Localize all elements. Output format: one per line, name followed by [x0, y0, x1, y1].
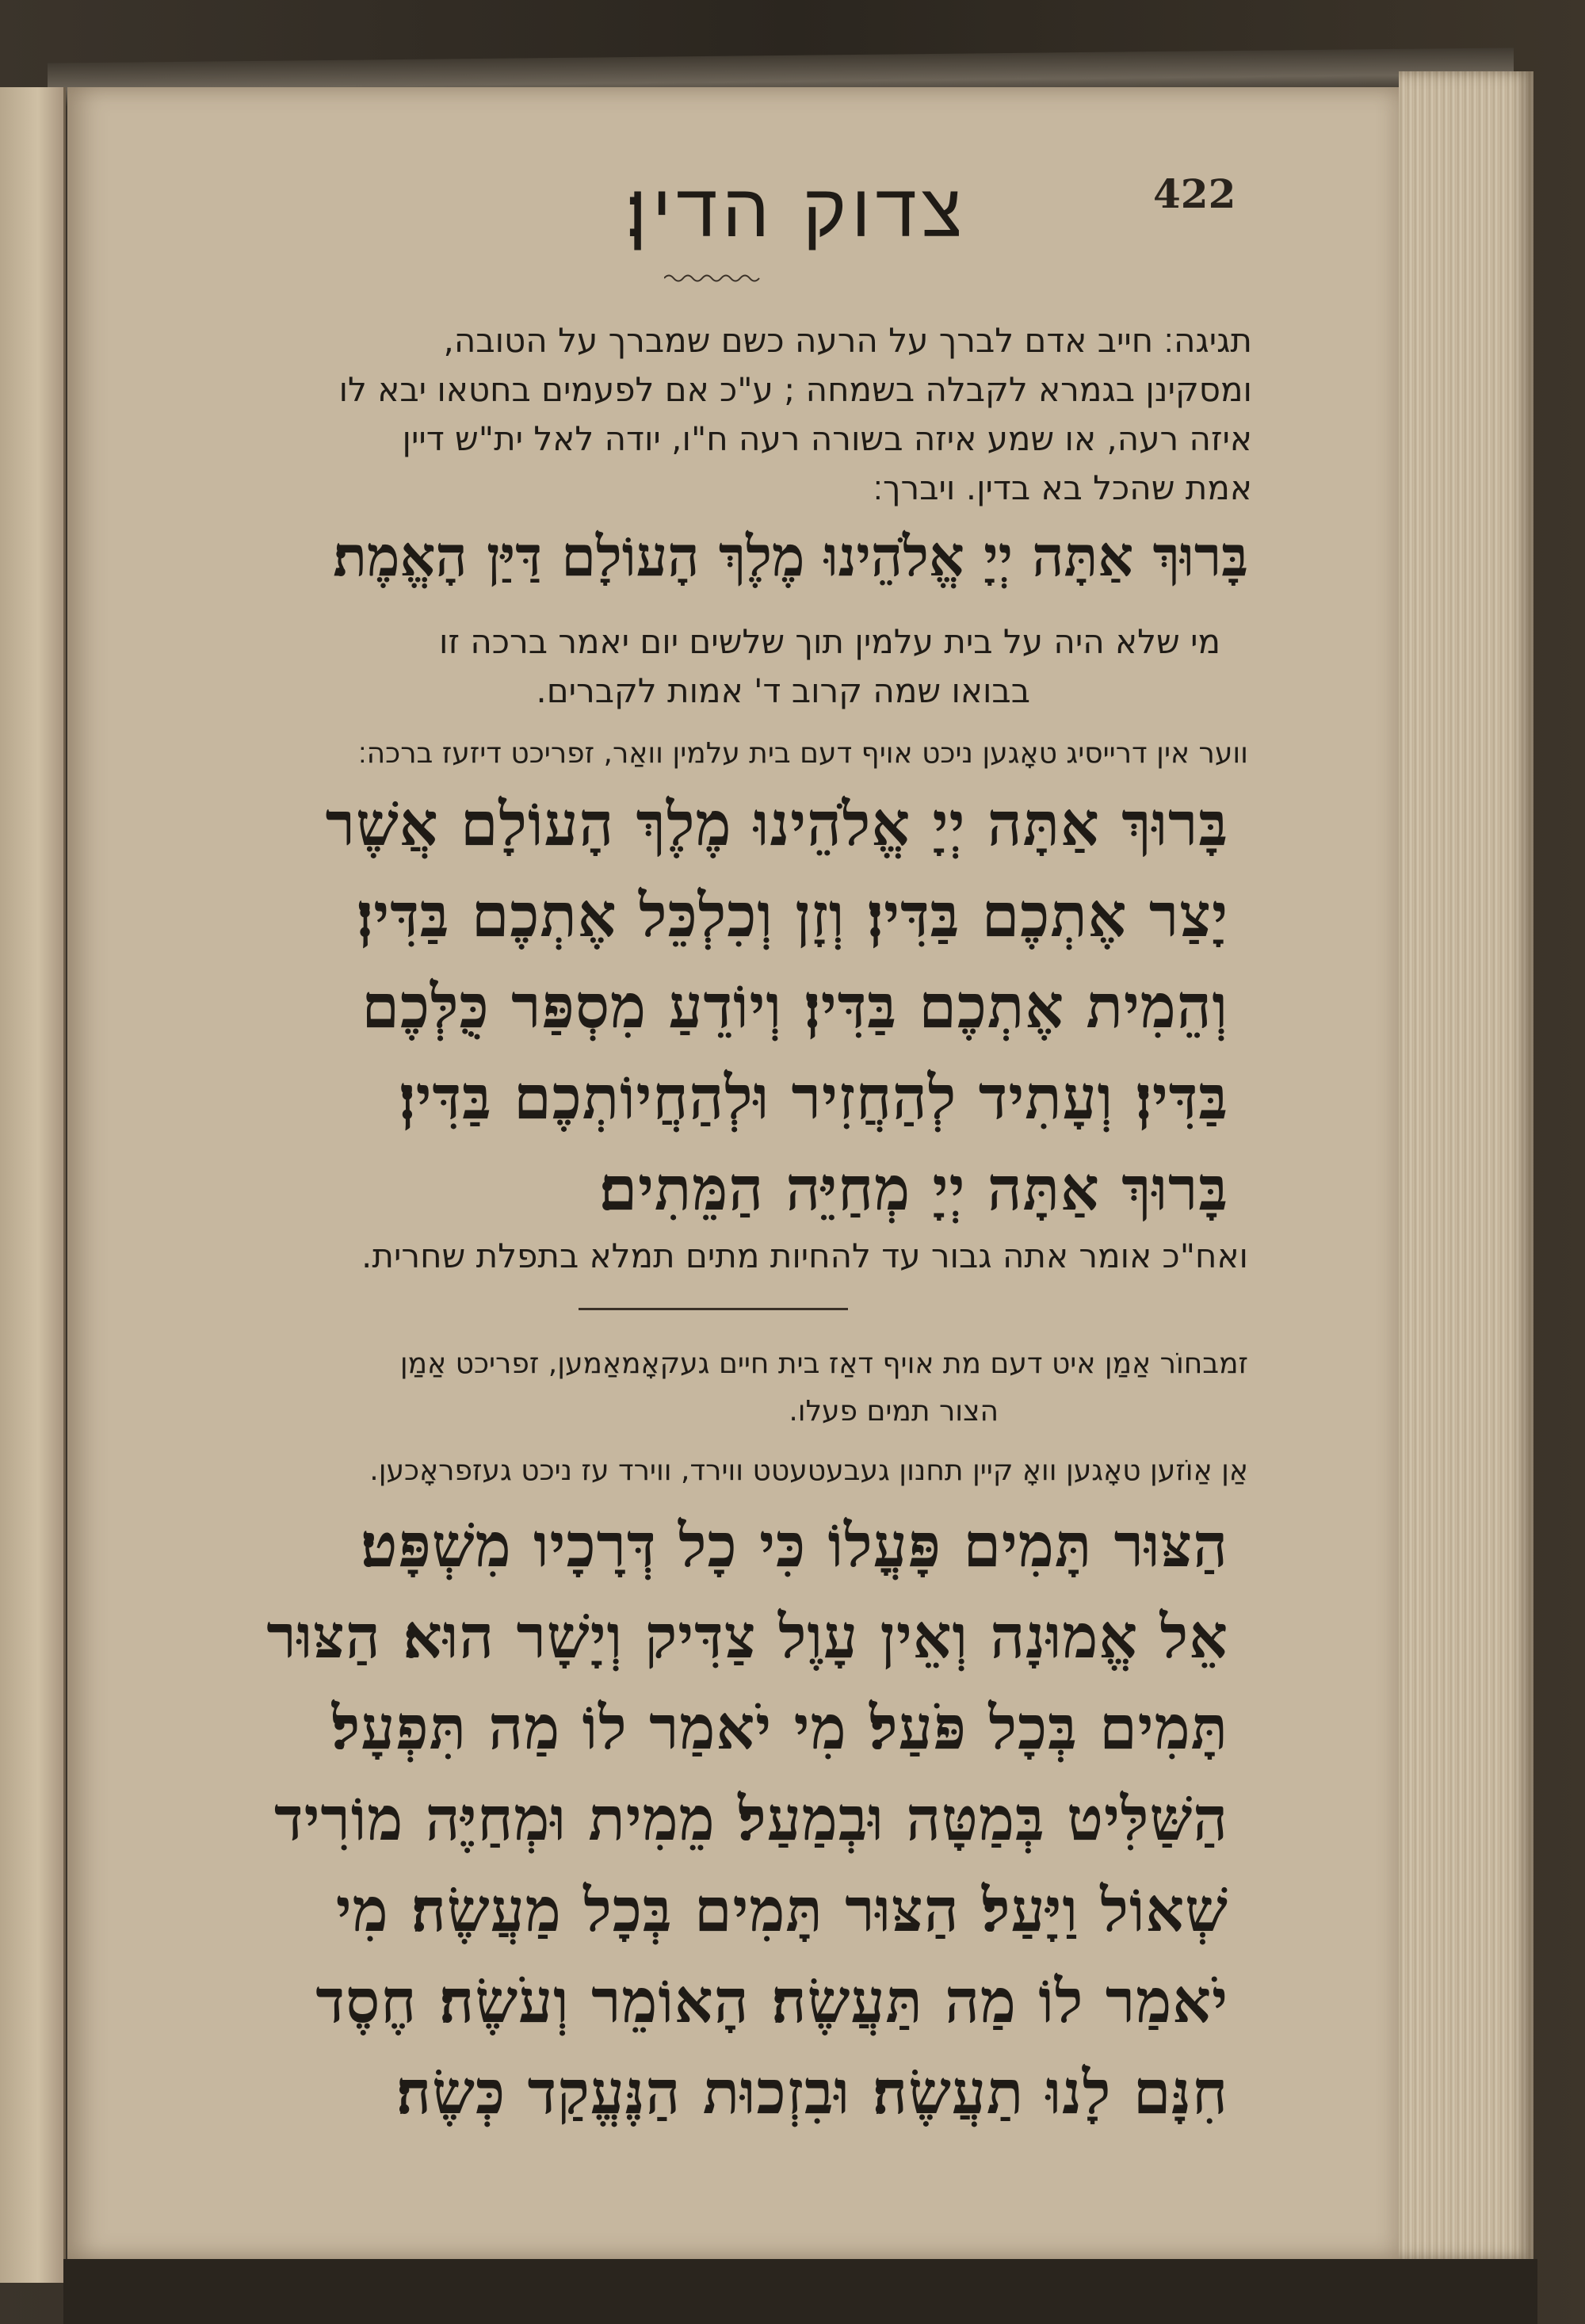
burial-note-line: הצור תמים פעלו.: [789, 1395, 999, 1428]
blessing-asher-yatzar-line: וְהֵמִית אֶתְכֶם בַּדִּין׃ וְיוֹדֵעַ מִסְפַּר כֻּלְּכֶם: [361, 971, 1228, 1042]
page-number: 422: [1153, 170, 1236, 217]
tzur-tamim-line: הַצּוּר תָּמִים פָּעֳלוֹ כִּי כָל דְּרָכָיו מִשְׁפָּט׃: [360, 1510, 1228, 1581]
page-fore-edge: [1399, 71, 1533, 2259]
shacharit-note: ואח"כ אומר אתה גבור עד להחיות מתים תמלא בתפלת שחרית.: [361, 1237, 1248, 1275]
tzur-tamim-line: חִנָּם לָנוּ תַעֲשֶׂה׃ וּבִזְכוּת הַנֶּעֱקַד כְּשֶׂה׃: [395, 2057, 1228, 2127]
tzur-tamim-line: הַשַּׁלִּיט בְּמַטָּה וּבְמַעַל׃ מֵמִית וּמְחַיֶּה מוֹרִיד: [274, 1783, 1228, 1854]
bottom-shadow: [63, 2259, 1537, 2324]
blessing-dayan-haemet: בָּרוּךְ אַתָּה יְיָ אֱלֹהֵינוּ מֶלֶךְ הָעוֹלָם דַּיַּן הָאֱמֶת׃: [333, 523, 1248, 589]
page-title: צדוק הדין׃: [623, 168, 967, 254]
blessing-asher-yatzar-line: בָּרוּךְ אַתָּה יְיָ אֱלֹהֵינוּ מֶלֶךְ הָעוֹלָם אֲשֶׁר: [325, 789, 1228, 859]
intro-line: תגיגה׃ חייב אדם לברך על הרעה כשם שמברך על הטובה,: [443, 321, 1252, 360]
blessing-asher-yatzar-line: יָצַר אֶתְכֶם בַּדִּין׃ וְזָן וְכִלְכֵּל אֶתְכֶם בַּדִּין׃: [356, 880, 1228, 950]
intro-line: אמת שהכל בא בדין. ויברך׃: [873, 468, 1252, 507]
tachanun-note: אַן אַוֹזען טאָגען וואָ קיין תחנון געבעטעטט ווירד, ווירד עז ניכט געזפראָכען.: [369, 1454, 1248, 1487]
cemetery-note-line: בבואו שמה קרוב ד' אמות לקברים.: [536, 671, 1030, 710]
cemetery-note-line: מי שלא היה על בית עלמין תוך שלשים יום יאמר ברכה זו: [439, 622, 1220, 661]
tzur-tamim-line: אֵל אֱמוּנָה וְאֵין עָוֶל צַדִּיק וְיָשָׁר הוּא׃ הַצּוּר: [266, 1601, 1228, 1672]
burial-note-line: זמבחוֹר אַמַן איט דעם מת אויף דאַז בית חיים געקאָמאַמען, זפריכט אַמַן: [399, 1347, 1248, 1380]
tzur-tamim-line: שְׁאוֹל וַיָּעַל׃ הַצּוּר תָּמִים בְּכָל מַעֲשֶׂה׃ מִי: [335, 1875, 1228, 1945]
blessing-asher-yatzar-line: בָּרוּךְ אַתָּה יְיָ מְחַיֵּה הַמֵּתִים׃: [598, 1153, 1228, 1224]
intro-line: ומסקינן בגמרא לקבלה בשמחה ; ע"כ אם לפעמים בחטאו יבא לו: [338, 370, 1252, 409]
section-divider: [579, 1308, 848, 1310]
title-ornament: [664, 271, 763, 285]
intro-line: איזה רעה, או שמע איזה בשורה רעה ח"ו, יודה לאל ית"ש דיין: [402, 419, 1252, 458]
yiddish-note: ווער אין דרייסיג טאָגען ניכט אויף דעם בית עלמין וואַר, זפריכט דיזעז ברכה׃: [358, 737, 1248, 770]
left-page-edge: [0, 87, 66, 2283]
tzur-tamim-line: תָּמִים בְּכָל פֹּעַל׃ מִי יֹאמַר לוֹ מַה תִּפְעָל׃: [330, 1692, 1228, 1763]
blessing-asher-yatzar-line: בַּדִּין׃ וְעָתִיד לְהַחֲזִיר וּלְהַחֲיוֹתְכֶם בַּדִּין׃: [399, 1062, 1228, 1133]
tzur-tamim-line: יֹאמַר לוֹ מַה תַּעֲשֶׂה׃ הָאוֹמֵר וְעֹשֶׂה׃ חֶסֶד: [315, 1966, 1228, 2036]
